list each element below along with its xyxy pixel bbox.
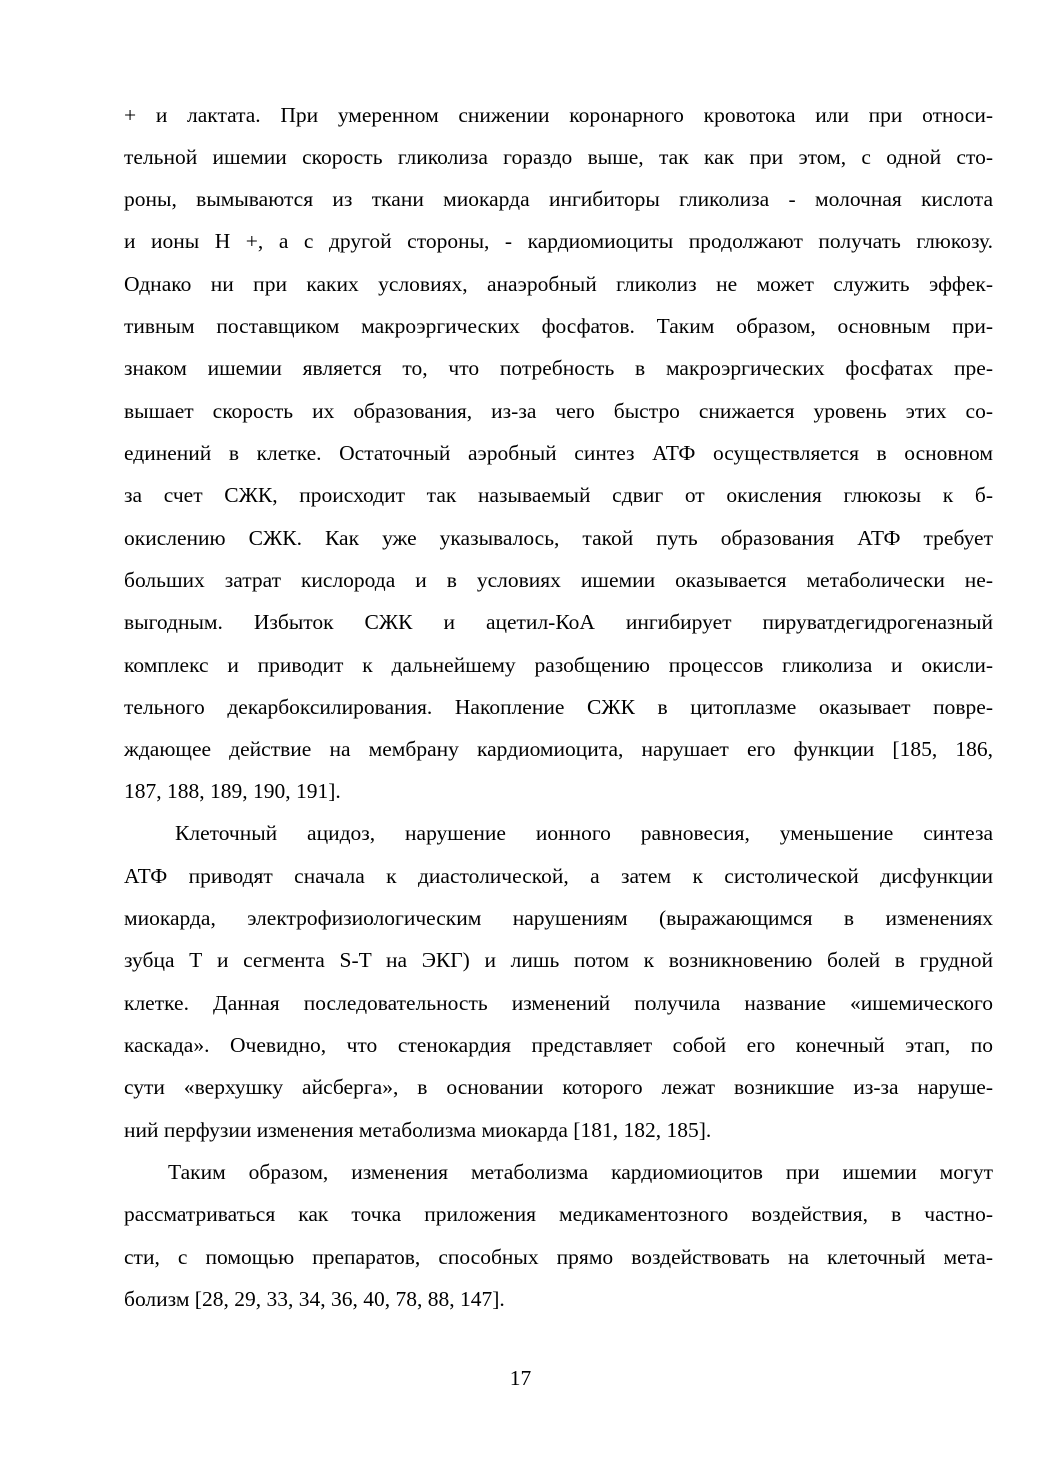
text-line: тивным поставщиком макроэргических фосфатов. Таким образом, основным при-: [124, 314, 993, 338]
text-line: АТФ приводят сначала к диастолической, а затем к систолической дисфункции: [124, 864, 993, 888]
text-line: ждающее действие на мембрану кардиомиоцита, нарушает его функции [185, 186,: [124, 737, 993, 761]
text-line: роны, вымываются из ткани миокарда ингибиторы гликолиза - молочная кислота: [124, 187, 993, 211]
text-line: сути «верхушку айсберга», в основании которого лежат возникшие из-за наруше-: [124, 1075, 993, 1099]
text-line: тельной ишемии скорость гликолиза гораздо выше, так как при этом, с одной сто-: [124, 145, 993, 169]
text-line: знаком ишемии является то, что потребность в макроэргических фосфатах пре-: [124, 356, 993, 380]
text-line: Клеточный ацидоз, нарушение ионного равновесия, уменьшение синтеза: [175, 821, 993, 845]
text-line: рассматриваться как точка приложения медикаментозного воздействия, в частно-: [124, 1202, 993, 1226]
text-line: Однако ни при каких условиях, анаэробный гликолиз не может служить эффек-: [124, 272, 993, 296]
text-line: сти, с помощью препаратов, способных прямо воздействовать на клеточный мета-: [124, 1245, 993, 1269]
text-line: комплекс и приводит к дальнейшему разобщению процессов гликолиза и окисли-: [124, 653, 993, 677]
text-line: ний перфузии изменения метаболизма миокарда [181, 182, 185].: [124, 1118, 712, 1142]
text-line: вышает скорость их образования, из-за чего быстро снижается уровень этих со-: [124, 399, 993, 423]
text-line: каскада». Очевидно, что стенокардия представляет собой его конечный этап, по: [124, 1033, 993, 1057]
text-line: выгодным. Избыток СЖК и ацетил-КоА ингибирует пируватдегидрогеназный: [124, 610, 993, 634]
text-line: тельного декарбоксилирования. Накопление СЖК в цитоплазме оказывает повре-: [124, 695, 993, 719]
text-line: + и лактата. При умеренном снижении коронарного кровотока или при относи-: [124, 103, 993, 127]
text-line: 187, 188, 189, 190, 191].: [124, 779, 341, 803]
text-line: Таким образом, изменения метаболизма кардиомиоцитов при ишемии могут: [168, 1160, 993, 1184]
text-line: единений в клетке. Остаточный аэробный синтез АТФ осуществляется в основном: [124, 441, 993, 465]
text-line: клетке. Данная последовательность изменений получила название «ишемического: [124, 991, 993, 1015]
text-line: и ионы Н +, а с другой стороны, - кардиомиоциты продолжают получать глюкозу.: [124, 229, 993, 253]
text-line: зубца Т и сегмента S-T на ЭКГ) и лишь потом к возникновению болей в грудной: [124, 948, 993, 972]
text-line: миокарда, электрофизиологическим нарушениям (выражающимся в изменениях: [124, 906, 993, 930]
text-line: окислению СЖК. Как уже указывалось, такой путь образования АТФ требует: [124, 526, 993, 550]
text-line: больших затрат кислорода и в условиях ишемии оказывается метаболически не-: [124, 568, 993, 592]
text-line: болизм [28, 29, 33, 34, 36, 40, 78, 88, 147].: [124, 1287, 505, 1311]
text-line: за счет СЖК, происходит так называемый сдвиг от окисления глюкозы к б-: [124, 483, 993, 507]
page-number: 17: [509, 1366, 532, 1390]
